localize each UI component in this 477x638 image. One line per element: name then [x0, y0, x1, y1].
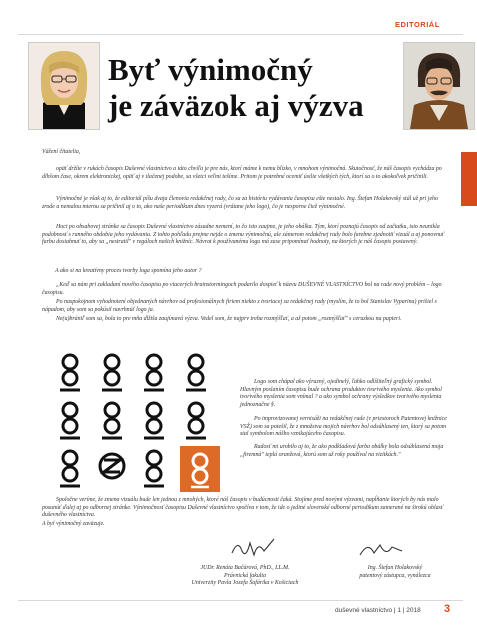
- author-photo-right: [403, 42, 475, 130]
- logo-sketch-3: [144, 355, 164, 390]
- logo-sketch-10: [100, 454, 124, 478]
- logo-sketch-grid: [50, 348, 230, 496]
- headline-line-1: Byť výnimočný: [108, 52, 313, 87]
- paragraph-2: Výnimočné je však aj to, že editoriál píšu dvaja členovia redakčnej rady, čo sa za históriu vydávania časopisu ešte nestalo. Ing. Štefan Holakovský stál už pri jeho zrode a nemalou mierou sa pričinil aj o to, ako naše periodikum dnes vyzerá (vrátane jeho logo), čo je nesporne čiež výnimočné.: [42, 196, 438, 210]
- logo-sketch-5: [60, 403, 80, 438]
- quote-paragraph-1: „Keď sa nám pri zakladaní nového časopisu po viacerých brainstormingoch podarilo dospieť k názvu DUŠEVNÉ VLASTNÍCTVO bol na rade nový problém – logo časopisu.: [42, 282, 442, 296]
- header-divider: [18, 34, 463, 35]
- page-number: 3: [444, 603, 451, 615]
- signature-scribble-left: [228, 533, 278, 561]
- quote-paragraph-2: Po naspokojnom vyhodnotení objednaných návrhov od profesionálnych firiem niekto z tvoriacej sa redakčnej rady (myslím, že to bol Stanislav Vyparina) prišiel s nápadom, aby som sa pokúsil navrhnúť logo ja.: [42, 299, 437, 313]
- signature-right-role: patentový zástupca, vynálezca: [359, 572, 431, 579]
- closing-wish: A byť výnimočný zaväzuje.: [42, 521, 105, 527]
- logo-description-3: Radosť mi urobilo aj to, že ako podkladová farba obálky bola odsúhlasená moja „firemná" teplá oranžová, ktorú som už roky používal na vizitkách.": [240, 444, 444, 458]
- side-accent-bar: [461, 152, 477, 206]
- salutation: Vážení čitatelia,: [42, 149, 81, 155]
- section-label: EDITORIÁL: [395, 20, 440, 29]
- quote-paragraph-3: Ne(u)brániľ som sa, bola to pre mňa dlžiša zaujímavá výzva. Vedel som, že najprv treba rozmýšľať, a až potom „rozmýšľať" s ceruzkou na papieri.: [56, 316, 402, 322]
- signature-block-left: [175, 565, 315, 588]
- signature-block-right: [340, 565, 450, 580]
- logo-description-2: Po improvizovanej vernisáži na redakčnej rade (v priestoroch Patentovej knižnice VSŽ) som sa potešil, že z množstva mojich návrhov bol odsúhlasený ten, ktorý sa potom stal symbolom nášho vznikajúceho časopisu.: [240, 416, 447, 438]
- logo-sketch-1: [60, 355, 80, 390]
- signature-left-faculty: Právnická fakulta: [223, 572, 267, 579]
- logo-sketch-9: [60, 451, 80, 486]
- paragraph-1: opäť držíte v rukách časopis Duševné vlastníctvo a táto chvíľa je pre nás, ktorí máme k nemu blízko, v mnohom výnimočná. Skutočnosť, že náš časopis vychádza po dlhšom čase, okrem elektronickej, opäť aj v tlačenej podobe, sa všetci veľmi tešíme. Pritom je potrebné ocemiť úsilie všetkých tých, ktorí sa o to akokoľvek pričinili.: [42, 166, 442, 180]
- question-line: A ako si na kreatívny proces tvorby loga spomína jeho autor ?: [55, 268, 202, 274]
- logo-sketch-2: [102, 355, 122, 390]
- signature-right-name: Ing. Štefan Holakovský: [367, 565, 423, 571]
- footer-divider: [18, 600, 463, 601]
- closing-paragraph: Spoločne veríme, že zmena vizuálu bude len jednou z mnohých, ktoré náš časopis v budúcnosti čaká. Stojíme pred novými výzvami, napĺňanie ktorých by nás malo posunúť ďalej aj po odbornej stránke. Výnimočnosť časopisu Duševné vlastníctvo spočíva v tom, že ide o jediné slovenské odborné periodikum zamerané na širokú oblasť duševného vlastníctva.: [42, 497, 443, 519]
- paragraph-3: Hoci po obsahovej stránke sa časopis Duševné vlastníctvo zásadne nemení, to čo isto zaujme, je jeho obálka. Tým, ktorí poznajú časopis od začiatku, isto neunikla podobnosť s ranného obdobia jeho vydávania. Z tohto pohľadu prejme nejde o zmenu výnimočnú, ale zámerom redakčnej rady bolo farebne zjednotiť vizuál a aj ponovnuť farbu dosiahnuť to, aby sa „nestratil" v regáloch našich knižníc. Návrat k používanému logu má zase pripomínať hodnoty, na ktorých je náš časopis postavený.: [42, 224, 444, 246]
- signature-left-university: Univerzity Pavla Jozefa Šafárika v Košiciach: [191, 580, 299, 587]
- headline-line-2: je záväzok aj výzva: [108, 88, 364, 123]
- logo-sketch-4: [186, 355, 206, 390]
- logo-sketch-8: [186, 403, 206, 438]
- headline: [108, 52, 398, 124]
- signature-left-name: JUDr. Renáta Bačárová, PhD., LL.M.: [200, 565, 290, 571]
- author-photo-left: [28, 42, 100, 130]
- footer-publication: duševné vlastníctvo | 1 | 2018: [335, 607, 421, 614]
- final-logo: [180, 446, 220, 492]
- logo-sketch-6: [102, 403, 122, 438]
- logo-sketch-11: [144, 451, 164, 486]
- logo-sketch-7: [144, 403, 164, 438]
- logo-description-1: Logo som chápal ako výrazný, ojedinelý, ľahko odlíšiteľný grafický symbol. Hlavným poslaním časopisu bude ochrana produktov tvorivého myslenia. Ako symbol tvorivého myslenia som vnímal ? a ako symbol ochrany výsledkov tvorivého myslenia jednoznačne §.: [240, 379, 442, 408]
- signature-scribble-right: [356, 537, 406, 563]
